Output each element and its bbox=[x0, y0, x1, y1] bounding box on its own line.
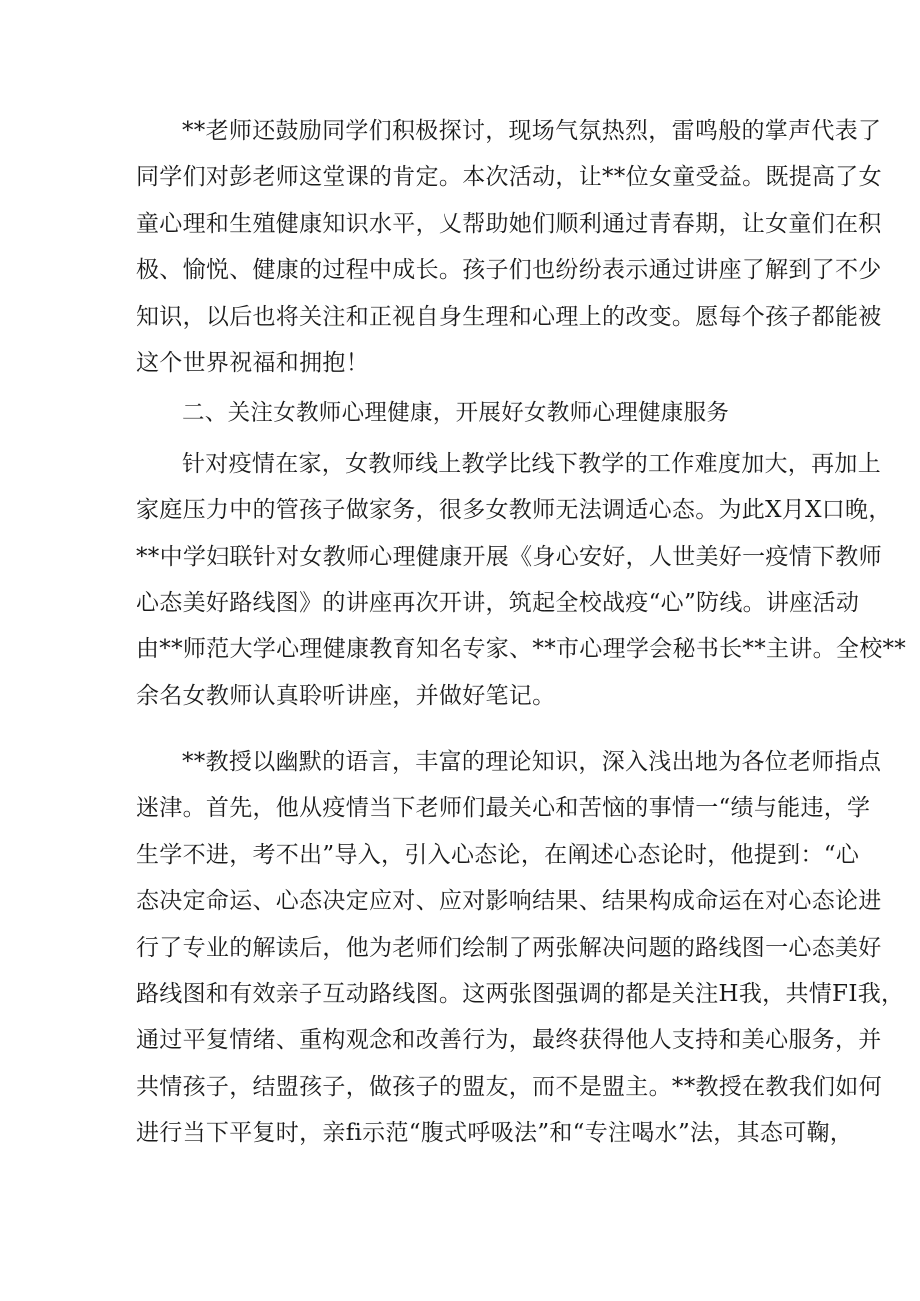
text-line: 家庭压力中的管孩子做家务，很多女教师无法调适心态。为此X月X口晚， bbox=[136, 497, 892, 524]
paragraph-gap bbox=[136, 719, 794, 739]
text-line: 通过平复情绪、重构观念和改善行为，最终获得他人支持和美心服务，并 bbox=[136, 1027, 882, 1054]
text-line: 知识，以后也将关注和正视自身生理和心理上的改变。愿每个孩子都能被 bbox=[136, 303, 882, 330]
text-line: 生学不进，考不出”导入，引入心态论，在阐述心态论时，他提到：“心 bbox=[136, 841, 860, 868]
paragraph-lecture-intro bbox=[136, 441, 907, 719]
text-line: 态决定命运、心态决定应对、应对影响结果、结果构成命运在对心态论进 bbox=[136, 888, 882, 915]
paragraph-activity-summary bbox=[136, 108, 882, 386]
text-line: 行了专业的解读后，他为老师们绘制了两张解决问题的路线图一心态美好 bbox=[136, 934, 882, 961]
text-line: **中学妇联针对女教师心理健康开展《身心安好，人世美好一疫情下教师 bbox=[136, 543, 882, 570]
document-body bbox=[136, 108, 907, 1157]
text-line: 童心理和生殖健康知识水平，乂帮助她们顺利通过青春期，让女童们在积 bbox=[136, 210, 882, 237]
text-line: **教授以幽默的语言，丰富的理论知识，深入浅出地为各位老师指点 bbox=[182, 749, 882, 776]
section-heading: 二、关注女教师心理健康，开展好女教师心理健康服务 bbox=[182, 400, 730, 427]
text-line: 这个世界祝福和拥抱！ bbox=[136, 349, 369, 376]
text-line: 由**师范大学心理健康教育知名专家、**市心理学会秘书长**主讲。全校** bbox=[136, 636, 907, 663]
paragraph-lecture-content bbox=[136, 739, 905, 1157]
text-line: 进行当下平复时，亲fi示范“腹式呼吸法”和“专注喝水”法，其态可鞠， bbox=[136, 1120, 854, 1147]
text-line: 极、愉悦、健康的过程中成长。孩子们也纷纷表示通过讲座了解到了不少 bbox=[136, 257, 882, 284]
text-line: 心态美好路线图》的讲座再次开讲，筑起全校战疫“心”防线。讲座活动 bbox=[136, 589, 860, 616]
text-line: 共情孩子，结盟孩子，做孩子的盟友，而不是盟主。**教授在教我们如何 bbox=[136, 1073, 882, 1100]
text-line: 迷津。首先，他从疫情当下老师们最关心和苦恼的事情一“绩与能违，学 bbox=[136, 795, 871, 822]
text-line: 路线图和有效亲子互动路线图。这两张图强调的都是关注H我，共情FI我， bbox=[136, 981, 905, 1008]
text-line: 余名女教师认真聆听讲座，并做好笔记。 bbox=[136, 682, 556, 709]
text-line: 同学们对彭老师这堂课的肯定。本次活动，让**位女童受益。既提高了女 bbox=[136, 164, 882, 191]
text-line: 针对疫情在家，女教师线上教学比线下教学的工作难度加大，再加上 bbox=[182, 450, 881, 477]
text-line: **老师还鼓励同学们积极探讨，现场气氛热烈，雷鸣般的掌声代表了 bbox=[182, 118, 882, 144]
